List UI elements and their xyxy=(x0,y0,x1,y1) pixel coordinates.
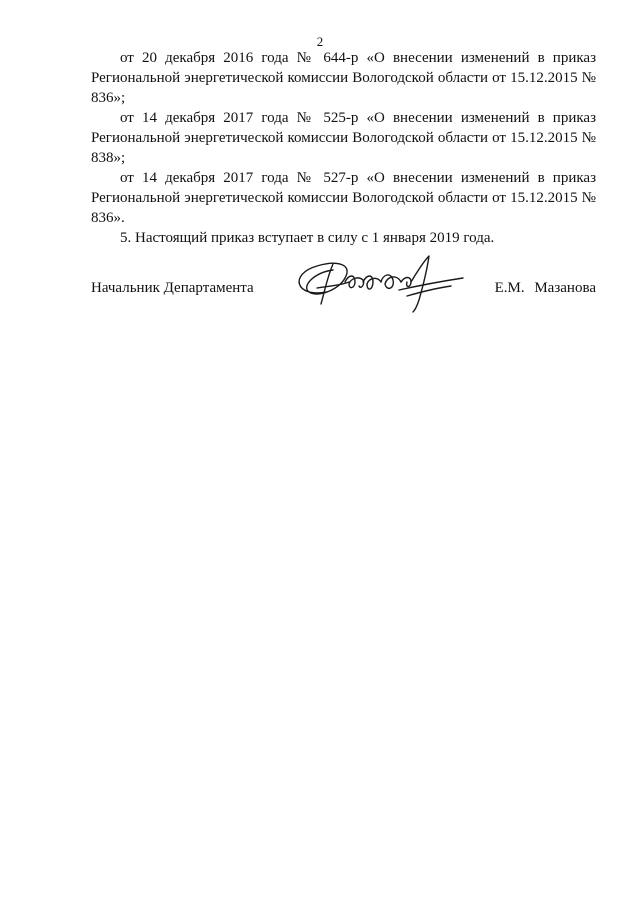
document-body xyxy=(91,48,596,248)
paragraph-amendment-644: от 20 декабря 2016 года № 644-р «О внесении изменений в приказ Региональной энергетической комиссии Вологодской области от 15.12.2015 № 836»; xyxy=(91,50,596,106)
paragraph-amendment-525: от 14 декабря 2017 года № 525-р «О внесении изменений в приказ Региональной энергетической комиссии Вологодской области от 15.12.2015 № 838»; xyxy=(91,110,596,166)
paragraph-amendment-527: от 14 декабря 2017 года № 527-р «О внесении изменений в приказ Региональной энергетической комиссии Вологодской области от 15.12.2015 № 836». xyxy=(91,170,596,226)
signer-title: Начальник Департамента xyxy=(91,280,254,296)
signature-block xyxy=(91,262,596,322)
paragraph-effective-date: 5. Настоящий приказ вступает в силу с 1 января 2019 года. xyxy=(120,230,495,246)
signer-name: Е.М. Мазанова xyxy=(494,280,596,296)
page-number: 2 xyxy=(316,34,324,49)
handwritten-signature xyxy=(287,252,467,316)
